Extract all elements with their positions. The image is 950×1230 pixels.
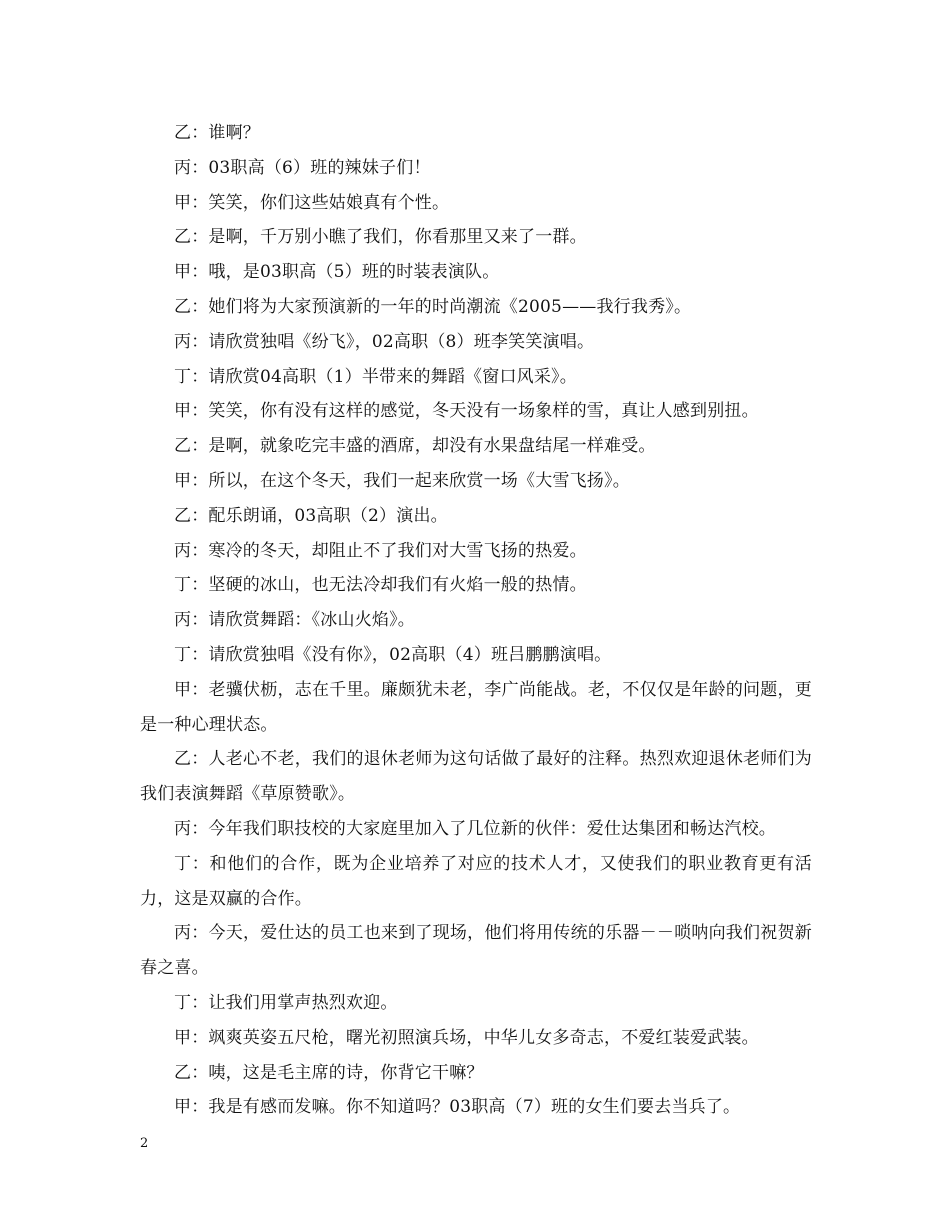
page-number: 2: [140, 1136, 149, 1151]
paragraph: 丁：坚硬的冰山，也无法冷却我们有火焰一般的热情。: [174, 575, 587, 596]
paragraph: 丁：请欣赏04高职（1）半带来的舞蹈《窗口风采》。: [174, 366, 577, 387]
paragraph: 乙：咦，这是毛主席的诗，你背它干嘛？: [174, 1062, 484, 1083]
paragraph: 乙：她们将为大家预演新的一年的时尚潮流《2005——我行我秀》。: [174, 296, 692, 317]
paragraph: 丙：请欣赏舞蹈：《冰山火焰》。: [174, 610, 415, 631]
paragraph: 甲：笑笑，你们这些姑娘真有个性。: [174, 192, 450, 213]
paragraph: 丙：今年我们职技校的大家庭里加入了几位新的伙伴：爱仕达集团和畅达汽校。: [174, 818, 776, 839]
paragraph: 乙：配乐朗诵，03高职（2）演出。: [174, 505, 448, 526]
paragraph: 丁：和他们的合作，既为企业培养了对应的技术人才，又使我们的职业教育更有活力，这是双赢的合作。: [140, 853, 812, 909]
paragraph: 丁：让我们用掌声热烈欢迎。: [174, 992, 398, 1013]
paragraph: 丙：请欣赏独唱《纷飞》，02高职（8）班李笑笑演唱。: [174, 331, 595, 352]
paragraph: 甲：老骥伏枥，志在千里。廉颇犹未老，李广尚能战。老，不仅仅是年龄的问题，更是一种心理状态。: [140, 679, 812, 735]
paragraph: 丙：03职高（6）班的辣妹子们！: [174, 157, 431, 178]
paragraph: 甲：哦，是03职高（5）班的时装表演队。: [174, 262, 500, 283]
paragraph: 丙：今天，爱仕达的员工也来到了现场，他们将用传统的乐器－－唢呐向我们祝贺新春之喜。: [140, 923, 812, 979]
paragraph: 乙：是啊，就象吃完丰盛的酒席，却没有水果盘结尾一样难受。: [174, 436, 656, 457]
paragraph: 甲：所以，在这个冬天，我们一起来欣赏一场《大雪飞扬》。: [174, 470, 630, 491]
paragraph: 乙：是啊，千万别小瞧了我们，你看那里又来了一群。: [174, 227, 587, 248]
document-body: [140, 116, 812, 1125]
paragraph: 甲：我是有感而发嘛。你不知道吗？03职高（7）班的女生们要去当兵了。: [174, 1097, 741, 1118]
paragraph: 甲：飒爽英姿五尺枪，曙光初照演兵场，中华儿女多奇志，不爱红装爱武装。: [174, 1027, 759, 1048]
paragraph: 甲：笑笑，你有没有这样的感觉，冬天没有一场象样的雪，真让人感到别扭。: [174, 401, 759, 422]
paragraph: 乙：谁啊？: [174, 123, 260, 143]
paragraph: 丙：寒冷的冬天，却阻止不了我们对大雪飞扬的热爱。: [174, 540, 587, 561]
paragraph: 乙：人老心不老，我们的退休老师为这句话做了最好的注释。热烈欢迎退休老师们为我们表演舞蹈《草原赞歌》。: [140, 749, 812, 805]
paragraph: 丁：请欣赏独唱《没有你》，02高职（4）班吕鹏鹏演唱。: [174, 644, 612, 665]
